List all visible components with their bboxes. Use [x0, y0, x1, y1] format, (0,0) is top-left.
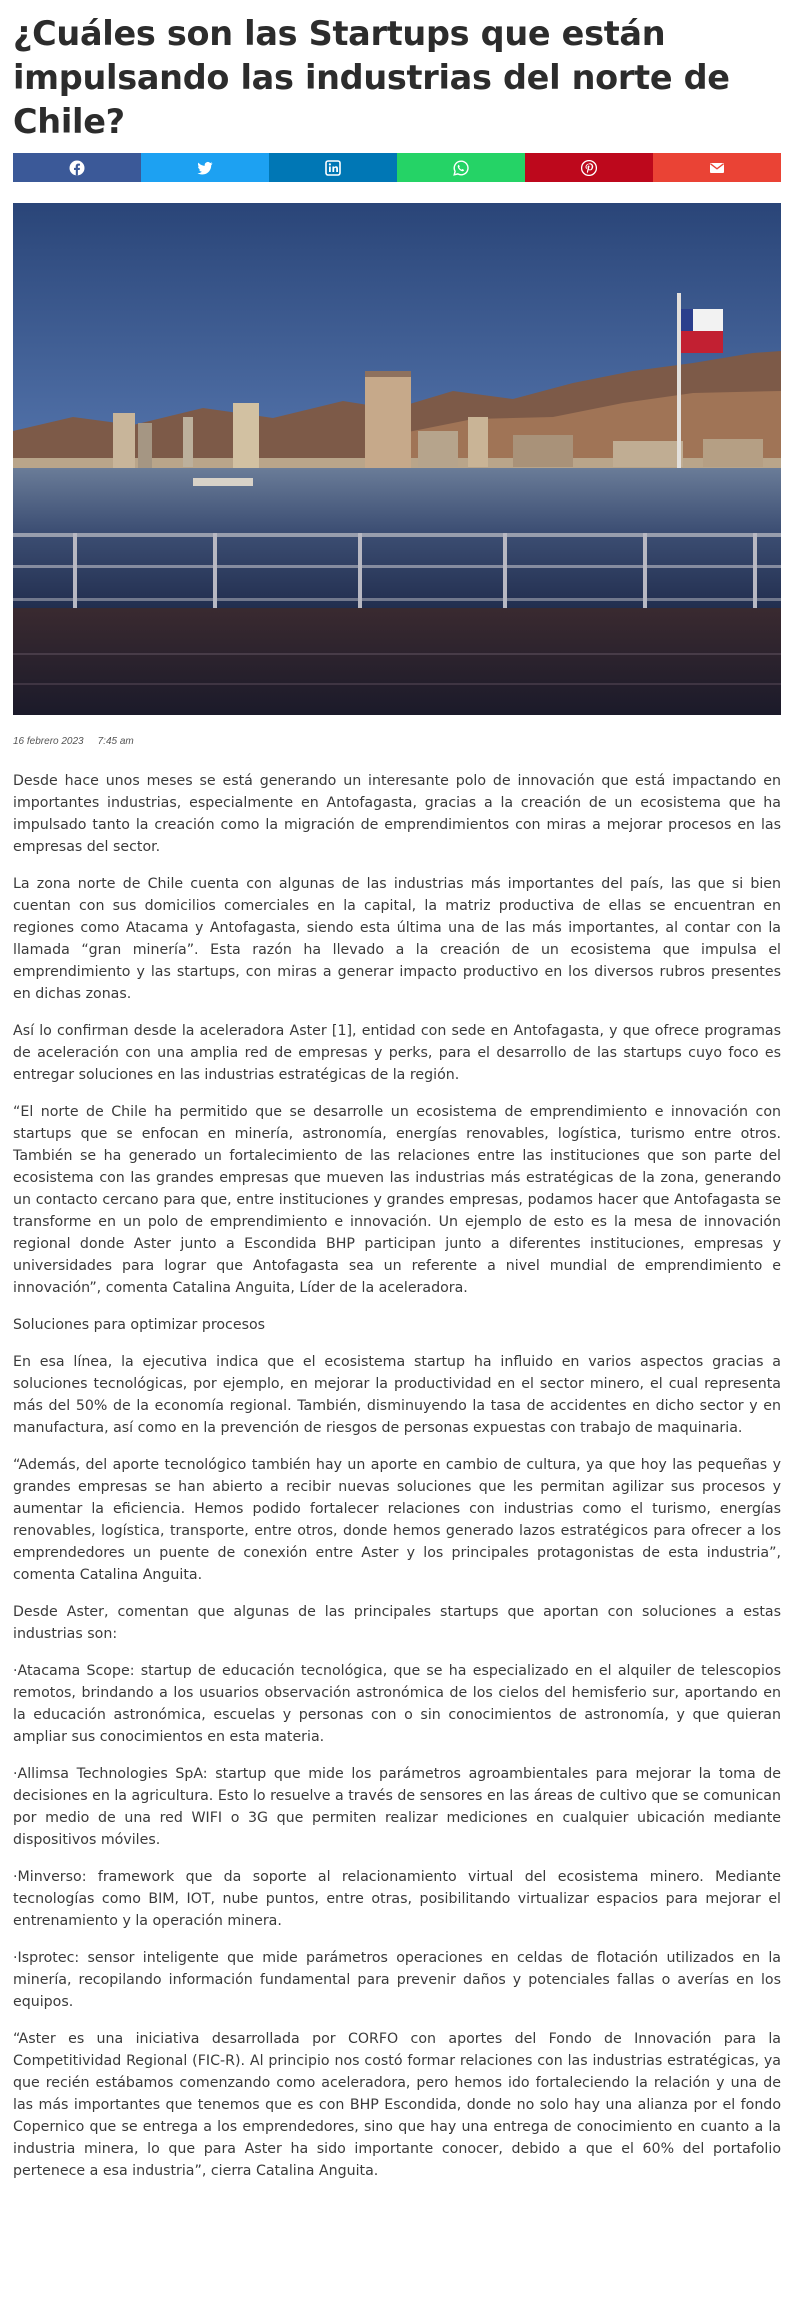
whatsapp-icon — [453, 160, 469, 176]
hero-image — [13, 203, 781, 715]
paragraph: Así lo confirman desde la aceleradora Aster [1], entidad con sede en Antofagasta, y que ofrece programas de aceleración con una amplia red de empresas y perks, para el desarrollo de las startups cuyo foco es entregar soluciones en las industrias estratégicas de la región. — [13, 1023, 781, 1083]
section-subheading: Soluciones para optimizar procesos — [13, 1317, 266, 1333]
paragraph: Desde Aster, comentan que algunas de las principales startups que aportan con soluciones a estas industrias son: — [13, 1604, 781, 1642]
envelope-icon — [709, 160, 725, 176]
twitter-icon — [197, 160, 213, 176]
paragraph: Desde hace unos meses se está generando un interesante polo de innovación que está impactando en importantes industrias, especialmente en Antofagasta, gracias a la creación de un ecosistema que ha impulsado tanto la creación como la migración de emprendimientos con miras a mejorar procesos en las empresas del sector. — [13, 773, 781, 855]
paragraph: “Aster es una iniciativa desarrollada por CORFO con aportes del Fondo de Innovación para la Competitividad Regional (FIC-R). Al principio nos costó formar relaciones con las industrias estratégicas, ya que recién estábamos comenzando como aceleradora, pero hemos ido fortaleciendo la relación y una de las más importantes que tenemos que es con BHP Escondida, donde no solo hay una alianza por el fondo Copernico que se entrega a los emprendedores, sino que hay una entrega de conocimiento en cuanto a la industria minera, lo que para Aster ha sido importante conocer, debido a que el 60% del portafolio pertenece a esa industria”, cierra Catalina Anguita. — [13, 2031, 781, 2179]
article-meta — [13, 736, 134, 747]
paragraph: “Además, del aporte tecnológico también hay un aporte en cambio de cultura, ya que hoy las pequeñas y grandes empresas se han abierto a recibir nuevas soluciones que les permitan agilizar sus procesos y aumentar la eficiencia. Hemos podido fortalecer relaciones con industrias como el turismo, energías renovables, logística, transporte, entre otros, donde hemos generado lazos estratégicos para ofrecer a los emprendedores un puente de conexión entre Aster y los principales protagonistas de esta industria”, comenta Catalina Anguita. — [13, 1457, 781, 1583]
paragraph: En esa línea, la ejecutiva indica que el ecosistema startup ha influido en varios aspectos gracias a soluciones tecnológicas, por ejemplo, en mejorar la productividad en el sector minero, el cual representa más del 50% de la economía regional. También, disminuyendo la tasa de accidentes en dicho sector y en manufactura, así como en la prevención de riesgos de personas expuestas con trabajo de maquinaria. — [13, 1354, 781, 1436]
facebook-icon — [69, 160, 85, 176]
article-time: 7:45 am — [97, 736, 134, 747]
share-pinterest-button[interactable] — [525, 153, 653, 182]
startup-list-item: ·Minverso: framework que da soporte al relacionamiento virtual del ecosistema minero. Mediante tecnologías como BIM, IOT, nube puntos, entre otras, posibilitando virtualizar espacios para mejorar el entrenamiento y la operación minera. — [13, 1869, 781, 1929]
pinterest-icon — [581, 160, 597, 176]
share-facebook-button[interactable] — [13, 153, 141, 182]
antofagasta-waterfront-photo — [13, 203, 781, 715]
share-twitter-button[interactable] — [141, 153, 269, 182]
linkedin-icon — [325, 160, 341, 176]
share-bar — [13, 153, 781, 182]
paragraph: La zona norte de Chile cuenta con algunas de las industrias más importantes del país, las que si bien cuentan con sus domicilios comerciales en la capital, la matriz productiva de ellas se encuentran en regiones como Atacama y Antofagasta, siendo esta última una de las más importantes, al contar con la llamada “gran minería”. Esta razón ha llevado a la creación de un ecosistema que impulsa el emprendimiento y las startups, con miras a generar impacto productivo en los diversos rubros presentes en dichas zonas. — [13, 876, 781, 1002]
paragraph: “El norte de Chile ha permitido que se desarrolle un ecosistema de emprendimiento e innovación con startups que se enfocan en minería, astronomía, energías renovables, logística, turismo entre otros. También se ha generado un fortalecimiento de las relaciones entre las instituciones que son parte del ecosistema con las grandes empresas que mueven las industrias más estratégicas de la zona, generando un contacto cercano para que, entre instituciones y grandes empresas, podamos hacer que Antofagasta se transforme en un polo de emprendimiento e innovación. Un ejemplo de esto es la mesa de innovación regional donde Aster junto a Escondida BHP participan junto a diferentes instituciones, empresas y universidades para lograr que Antofagasta sea un referente a nivel mundial de emprendimiento e innovación”, comenta Catalina Anguita, Líder de la aceleradora. — [13, 1104, 781, 1296]
share-email-button[interactable] — [653, 153, 781, 182]
article-body — [13, 770, 781, 2197]
share-whatsapp-button[interactable] — [397, 153, 525, 182]
startup-list-item: ·Isprotec: sensor inteligente que mide parámetros operaciones en celdas de flotación utilizados en la minería, recopilando información fundamental para prevenir daños y potenciales fallas o averías en los equipos. — [13, 1950, 781, 2010]
startup-list-item: ·Atacama Scope: startup de educación tecnológica, que se ha especializado en el alquiler de telescopios remotos, brindando a los usuarios observación astronómica de los cielos del hemisferio sur, aportando en la educación astronómica, escuelas y personas con o sin conocimientos de astronomía, y que quieran ampliar sus conocimientos en esta materia. — [13, 1663, 781, 1745]
article-date: 16 febrero 2023 — [13, 736, 84, 747]
startup-list-item: ·Allimsa Technologies SpA: startup que mide los parámetros agroambientales para mejorar la toma de decisiones en la agricultura. Esto lo resuelve a través de sensores en las áreas de cultivo que se comunican por medio de una red WIFI o 3G que permiten realizar mediciones en cualquier ubicación mediante dispositivos móviles. — [13, 1766, 781, 1848]
share-linkedin-button[interactable] — [269, 153, 397, 182]
article-title: ¿Cuáles son las Startups que están impulsando las industrias del norte de Chile? — [13, 14, 730, 141]
